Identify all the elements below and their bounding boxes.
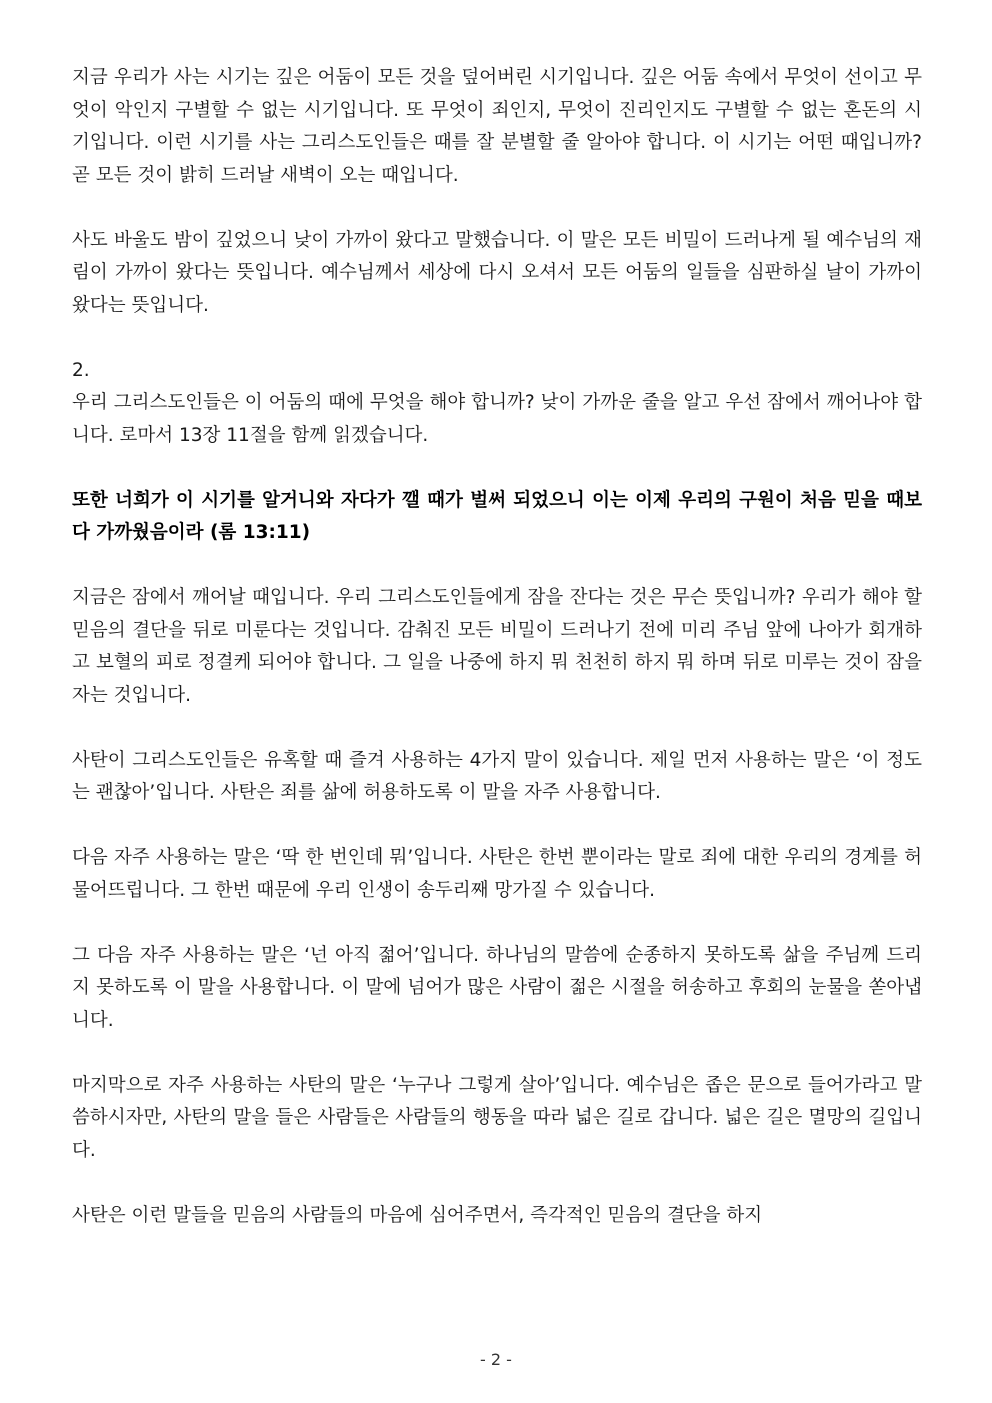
paragraph-2: 사도 바울도 밤이 깊었으니 낮이 가까이 왔다고 말했습니다. 이 말은 모든 비밀이 드러나게 될 예수님의 재림이 가까이 왔다는 뜻입니다. 예수님께서 세상에 다시 오셔서 모든 어둠의 일들을 심판하실 날이 가까이 왔다는 뜻입니다. xyxy=(72,229,922,316)
paragraph-8: 마지막으로 자주 사용하는 사탄의 말은 ‘누구나 그렇게 살아’입니다. 예수님은 좁은 문으로 들어가라고 말씀하시자만, 사탄의 말을 들은 사람들은 사람들의 행동을 따라 넓은 길로 갑니다. 넓은 길은 멸망의 길입니다. xyxy=(72,1074,922,1161)
paragraph-4: 지금은 잠에서 깨어날 때입니다. 우리 그리스도인들에게 잠을 잔다는 것은 무슨 뜻입니까? 우리가 해야 할 믿음의 결단을 뒤로 미룬다는 것입니다. 감춰진 모든 비밀이 드러나기 전에 미리 주님 앞에 나아가 회개하고 보혈의 피로 정결케 되어야 합니다. 그 일을 나중에 하지 뭐 천천히 하지 뭐 하며 뒤로 미루는 것이 잠을 자는 것입니다. xyxy=(72,587,922,706)
paragraph-1: 지금 우리가 사는 시기는 깊은 어둠이 모든 것을 덮어버린 시기입니다. 깊은 어둠 속에서 무엇이 선이고 무엇이 악인지 구별할 수 없는 시기입니다. 또 무엇이 죄인지, 무엇이 진리인지도 구별할 수 없는 혼돈의 시기입니다. 이런 시기를 사는 그리스도인들은 때를 잘 분별할 줄 알아야 합니다. 이 시기는 어떤 때입니까? 곧 모든 것이 밝히 드러날 새벽이 오는 때입니다. xyxy=(72,67,922,186)
document-body xyxy=(72,62,922,1232)
paragraph-3: 우리 그리스도인들은 이 어둠의 때에 무엇을 해야 합니까? 낮이 가까운 줄을 알고 우선 잠에서 깨어나야 합니다. 로마서 13장 11절을 함께 읽겠습니다. xyxy=(72,392,922,446)
paragraph-6: 다음 자주 사용하는 말은 ‘딱 한 번인데 뭐’입니다. 사탄은 한번 뿐이라는 말로 죄에 대한 우리의 경계를 허물어뜨립니다. 그 한번 때문에 우리 인생이 송두리째 망가질 수 있습니다. xyxy=(72,847,922,901)
page-number: - 2 - xyxy=(480,1350,512,1369)
paragraph-9: 사탄은 이런 말들을 믿음의 사람들의 마음에 심어주면서, 즉각적인 믿음의 결단을 하지 xyxy=(72,1204,763,1226)
section-number: 2. xyxy=(72,359,90,381)
paragraph-5: 사탄이 그리스도인들은 유혹할 때 즐겨 사용하는 4가지 말이 있습니다. 제일 먼저 사용하는 말은 ‘이 정도는 괜찮아’입니다. 사탄은 죄를 삶에 허용하도록 이 말을 자주 사용합니다. xyxy=(72,749,922,803)
paragraph-7: 그 다음 자주 사용하는 말은 ‘넌 아직 젊어’입니다. 하나님의 말씀에 순종하지 못하도록 삶을 주님께 드리지 못하도록 이 말을 사용합니다. 이 말에 넘어가 많은 사람이 젊은 시절을 허송하고 후회의 눈물을 쏟아냅니다. xyxy=(72,944,922,1031)
scripture-verse: 또한 너희가 이 시기를 알거니와 자다가 깰 때가 벌써 되었으니 이는 이제 우리의 구원이 처음 믿을 때보다 가까웠음이라 (롬 13:11) xyxy=(72,489,922,543)
